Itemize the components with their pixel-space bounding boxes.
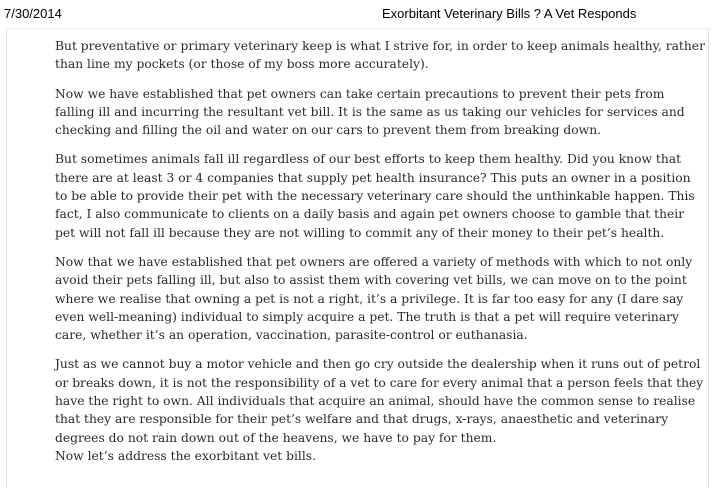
article-paragraph: Now that we have established that pet owners are offered a variety of methods with which to not only avoid their pets falling ill, but also to assist them with covering vet bills, we can move on to the point where we realise that owning a pet is not a right, it’s a privilege. It is far too easy for any (I dare say even well-meaning) individual to simply acquire a pet. The truth is that a pet will require veterinary care, whether it’s an operation, vaccination, parasite-control or euthanasia. (55, 254, 693, 343)
article-closing-line: Now let’s address the exorbitant vet bills. (55, 448, 316, 463)
page-title: Exorbitant Veterinary Bills ? A Vet Responds (382, 6, 637, 21)
article-paragraph: But preventative or primary veterinary keep is what I strive for, in order to keep animals healthy, rather than line my pockets (or those of my boss more accurately). (55, 39, 705, 72)
article-body (55, 37, 705, 476)
article-paragraph: Just as we cannot buy a motor vehicle and then go cry outside the dealership when it runs out of petrol or breaks down, it is not the responsibility of a vet to care for every animal that a person feels that they have the right to own. All individuals that acquire an animal, should have the common sense to realise that they are responsible for their pet’s welfare and that drugs, x-rays, anaesthetic and veterinary degrees do not rain down out of the heavens, we have to pay for them. (55, 357, 704, 445)
print-date: 7/30/2014 (4, 6, 62, 21)
article-paragraph: But sometimes animals fall ill regardless of our best efforts to keep them healthy. Did you know that there are at least 3 or 4 companies that supply pet health insurance? This puts an owner in a position to be able to provide their pet with the necessary veterinary care should the unthinkable happen. This fact, I also communicate to clients on a daily basis and again pet owners choose to gamble that their pet will not fall ill because they are not willing to commit any of their money to their pet’s health. (55, 152, 695, 240)
article-paragraph: Now we have established that pet owners can take certain precautions to prevent their pets from falling ill and incurring the resultant vet bill. It is the same as us taking our vehicles for services and checking and filling the oil and water on our cars to prevent them from breaking down. (55, 86, 685, 138)
print-header (0, 0, 720, 24)
